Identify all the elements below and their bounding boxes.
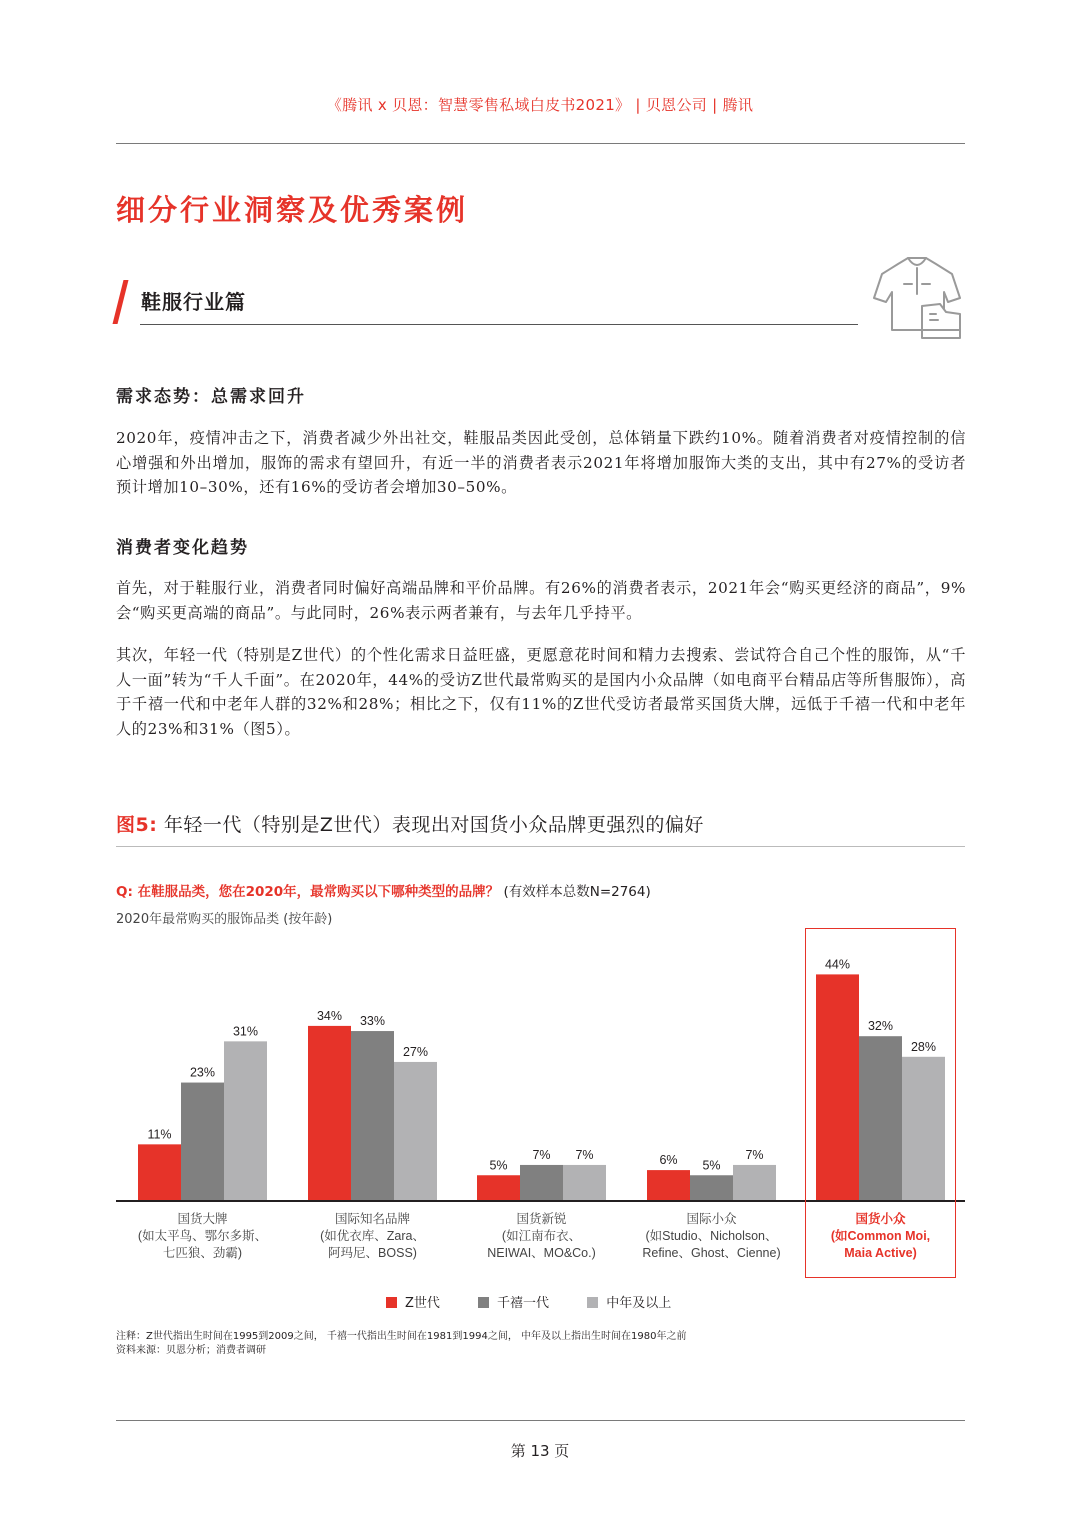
legend-item-millennials: 千禧一代: [478, 1292, 549, 1311]
bar: [563, 1165, 606, 1201]
bar: [351, 1031, 394, 1201]
figure-number: 图5:: [116, 814, 158, 836]
paragraph-demand: 2020年，疫情冲击之下，消费者减少外出社交，鞋服品类因此受创，总体销量下跌约10%。随着消费者对疫情控制的信心增强和外出增加，服饰的需求有望回升，有近一半的消费者表示2021年将增加服饰大类的支出，其中有27%的受访者预计增加10–30%，还有16%的受访者会增加30–50%。: [116, 429, 966, 496]
paragraph-trends-1: 首先，对于鞋服行业，消费者同时偏好高端品牌和平价品牌。有26%的消费者表示，2021年会“购买更经济的商品”，9%会“购买更高端的商品”。与此同时，26%表示两者兼有，与去年几乎持平。: [116, 579, 966, 622]
bar: [477, 1175, 520, 1201]
figure-title-text: 年轻一代（特别是Z世代）表现出对国货小众品牌更强烈的偏好: [163, 814, 704, 836]
category-label: (如Studio、Nicholson、: [645, 1229, 778, 1243]
section-title: 鞋服行业篇: [141, 290, 246, 314]
data-label: 6%: [659, 1153, 678, 1168]
footer-divider: [116, 1420, 965, 1421]
bar: [138, 1144, 181, 1201]
bar: [690, 1175, 733, 1201]
category-label: (如太平鸟、鄂尔多斯、: [137, 1229, 268, 1243]
category-label: NEIWAI、MO&Co.): [487, 1246, 596, 1260]
data-label: 5%: [702, 1158, 721, 1173]
data-label: 34%: [316, 1008, 343, 1023]
legend-item-middle-aged: 中年及以上: [587, 1292, 671, 1311]
data-label: 23%: [189, 1065, 216, 1080]
bar: [308, 1026, 351, 1201]
question-label: Q: 在鞋服品类，您在2020年，最常购买以下哪种类型的品牌？: [116, 884, 500, 900]
bar: [647, 1170, 690, 1201]
category-label: (如Common Moi,: [830, 1229, 931, 1243]
source-text: 资料来源：贝恩分析；消费者调研: [116, 1345, 266, 1356]
data-label: 32%: [867, 1019, 894, 1034]
category-label: Refine、Ghost、Cienne): [642, 1246, 781, 1260]
data-label: 5%: [489, 1158, 508, 1173]
section-heading-trends: 消费者变化趋势: [116, 538, 249, 558]
chart-legend: [386, 1292, 705, 1311]
bar: [224, 1041, 267, 1201]
note-text: 注释：Z世代指出生时间在1995到2009之间， 千禧一代指出生时间在1981到1994之间， 中年及以上指出生时间在1980年之前: [116, 1331, 687, 1342]
clothing-shoes-icon: [868, 254, 964, 346]
question-note: (有效样本总数N=2764): [503, 884, 651, 900]
category-label: 国际知名品牌: [334, 1212, 411, 1226]
data-label: 33%: [359, 1014, 386, 1029]
bar: [733, 1165, 776, 1201]
bar: [181, 1083, 224, 1201]
data-label: 27%: [402, 1044, 429, 1059]
category-label: 国货小众: [855, 1212, 906, 1226]
data-label: 44%: [824, 957, 851, 972]
section-divider: [140, 324, 858, 325]
figure-divider: [116, 846, 965, 847]
data-label: 7%: [745, 1147, 764, 1162]
chart-question: [116, 880, 651, 900]
section-marker: [113, 280, 129, 324]
category-label: Maia Active): [844, 1246, 917, 1260]
data-label: 11%: [147, 1127, 172, 1142]
category-label: 国货大牌: [177, 1212, 228, 1226]
section-heading-demand: 需求态势：总需求回升: [116, 387, 306, 407]
data-label: 7%: [575, 1147, 594, 1162]
category-label: (如优衣库、Zara、: [320, 1229, 425, 1243]
category-label: 阿玛尼、BOSS): [328, 1246, 417, 1260]
category-label: 七匹狼、劲霸): [162, 1246, 243, 1260]
header-divider: [116, 143, 965, 144]
bar: [394, 1062, 437, 1201]
highlight-box: [805, 928, 956, 1278]
legend-item-gen-z: Z世代: [386, 1292, 440, 1311]
header-title: 《腾讯 x 贝恩：智慧零售私域白皮书2021》 | 贝恩公司 | 腾讯: [326, 96, 754, 114]
data-label: 7%: [532, 1147, 551, 1162]
data-label: 28%: [910, 1039, 937, 1054]
page-title: 细分行业洞察及优秀案例: [116, 193, 469, 227]
chart-subtitle: 2020年最常购买的服饰品类 (按年龄): [116, 912, 333, 927]
category-label: (如江南布衣、: [501, 1229, 582, 1243]
category-label: 国货新锐: [516, 1212, 567, 1226]
figure-title: [116, 810, 704, 837]
chart-notes: [116, 1330, 686, 1358]
data-label: 31%: [232, 1024, 259, 1039]
category-label: 国际小众: [686, 1212, 737, 1226]
page-number: 第 13 页: [510, 1442, 570, 1460]
bar: [520, 1165, 563, 1201]
paragraph-trends-2: 其次，年轻一代（特别是Z世代）的个性化需求日益旺盛，更愿意花时间和精力去搜索、尝试符合自己个性的服饰，从“千人一面”转为“千人千面”。在2020年，44%的受访Z世代最常购买的是国内小众品牌（如电商平台精品店等所售服饰），高于千禧一代和中老年人群的32%和28%；相比之下，仅有11%的Z世代受访者最常买国货大牌，远低于千禧一代和中老年人的23%和31%（图5）。: [116, 646, 966, 738]
